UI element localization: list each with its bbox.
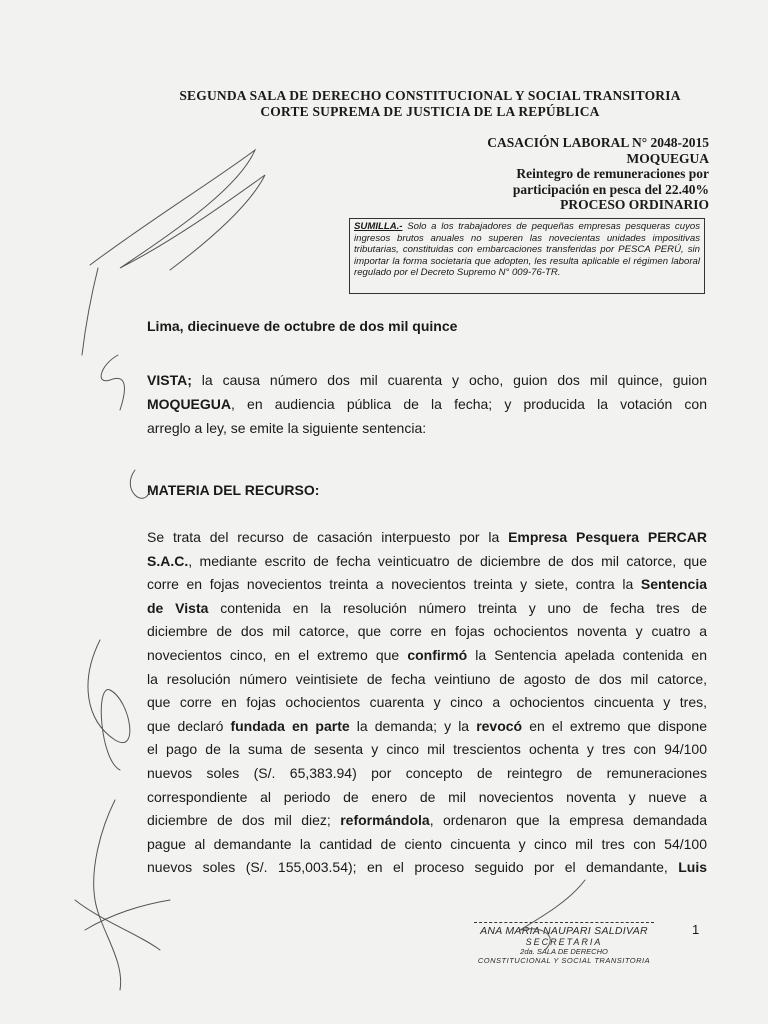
body-bold: Empresa Pesquera PERCAR [508,529,707,545]
body-paragraph [147,526,707,880]
body-text: , mediante escrito de fecha veinticuatro de diciembre de dos mil catorce, que [188,552,707,569]
signature-stroke-left3 [88,640,130,770]
body-line [147,691,707,715]
body-text: la resolución número veintisiete de fecha veintiuno de agosto de dos mil catorce, [147,670,707,687]
body-line [147,833,707,857]
body-text: que corre en fojas ochocientos cuarenta y cinco a ochocientos cincuenta y tres, [147,694,707,711]
body-line [147,856,707,880]
case-place: MOQUEGUA [626,150,709,166]
sumilla-box [349,218,705,294]
court-header-line2: CORTE SUPREMA DE JUSTICIA DE LA REPÚBLICA [260,104,600,119]
case-process: PROCESO ORDINARIO [560,197,709,212]
body-text: nuevos soles (S/. 155,003.54); en el proceso seguido por el demandante, [147,859,679,876]
body-text: corre en fojas novecientos treinta a novecientos treinta y siete, contra la [147,576,641,593]
page-number: 1 [692,922,700,937]
stamp-name: ANA MARIA NAUPARI SALDIVAR [480,925,648,937]
sumilla-text: Solo a los trabajadores de pequeñas empresas pesqueras cuyos ingresos brutos anuales no superen las novecientas unidades impositivas tributarias, constituidas con embarcaciones transferidas por PESCA PERÚ, sin importar la forma societaria que adopten, les resulta aplicable el régimen laboral regulado por el Decreto Supremo N° 009-76-TR. [354,221,700,279]
case-block [487,135,709,213]
body-text: la demanda; y la [349,717,477,734]
body-text: diciembre de dos mil catorce, que corre en fojas ochocientos noventa y cuatro a [147,623,707,640]
body-bold: revocó [476,717,523,734]
body-line [147,620,707,644]
body-bold: Sentencia [640,576,707,593]
body-bold: de Vista [147,599,209,616]
vista-city: MOQUEGUA [147,396,231,412]
secretary-stamp [474,922,654,965]
vista-line [147,368,707,392]
body-line [147,668,707,692]
signature-stroke-left1 [101,355,124,410]
signature-stroke-top [90,150,265,270]
body-text: Se trata del recurso de casación interpuesto por la [147,529,509,545]
stamp-divider [474,922,654,923]
body-line [147,526,707,550]
vista-text: , en audiencia pública de la fecha; y producida la votación con [231,396,707,412]
body-bold: Luis [678,859,707,876]
body-text: nuevos soles (S/. 65,383.94) por concepto de reintegro de remuneraciones [147,764,707,781]
body-line [147,573,707,597]
body-bold: S.A.C. [147,552,189,569]
body-text: novecientos cinco, en el extremo que [147,646,408,663]
body-bold: confirmó [407,646,468,663]
body-line [147,786,707,810]
body-text: correspondiente al periodo de enero de mil novecientos noventa y nueve a [147,788,707,805]
body-line [147,762,707,786]
body-line [147,550,707,574]
body-text: contenida en la resolución número treinta y uno de fecha tres de [208,599,707,616]
case-topic-line1: Reintegro de remuneraciones por [516,166,709,181]
sumilla-label: SUMILLA.- [354,221,403,232]
body-bold: fundada en parte [230,717,350,734]
body-line [147,644,707,668]
body-text: diciembre de dos mil diez; [147,812,341,829]
vista-paragraph [147,368,707,440]
body-line [147,597,707,621]
body-text: que declaró [147,717,231,734]
stamp-line3: 2da. SALA DE DERECHO [520,947,608,956]
signature-stroke-tail [82,268,98,355]
body-text: en el extremo que dispone [522,717,707,734]
stamp-line4: CONSTITUCIONAL Y SOCIAL TRANSITORIA [477,956,651,965]
body-line [147,809,707,833]
vista-text: la causa número dos mil cuarenta y ocho, guion dos mil quince, guion [191,372,707,388]
court-header-line1: SEGUNDA SALA DE DERECHO CONSTITUCIONAL Y SOCIAL TRANSITORIA [179,88,681,103]
body-bold: reformándola [340,812,430,829]
date-line: Lima, diecinueve de octubre de dos mil quince [147,318,458,334]
signature-stroke-left4 [94,800,121,990]
case-number: CASACIÓN LABORAL N° 2048-2015 [487,135,709,150]
vista-text: arreglo a ley, se emite la siguiente sentencia: [147,420,427,436]
vista-line [147,416,707,440]
vista-keyword: VISTA; [147,372,192,388]
body-text: la Sentencia apelada contenida en [467,646,707,663]
signature-stroke-left5 [75,900,170,950]
vista-line [147,392,707,416]
stamp-role: SECRETARIA [525,937,603,947]
case-topic-line2: participación en pesca del 22.40% [512,181,709,197]
body-text: pague al demandante la cantidad de ciento cincuenta y cinco mil tres con 54/100 [147,835,707,852]
body-text: el pago de la suma de sesenta y cinco mil trescientos ochenta y tres con 94/100 [147,741,707,758]
body-line [147,738,707,762]
body-line [147,715,707,739]
section-title: MATERIA DEL RECURSO: [147,482,320,498]
body-text: , ordenaron que la empresa demandada [429,812,707,829]
